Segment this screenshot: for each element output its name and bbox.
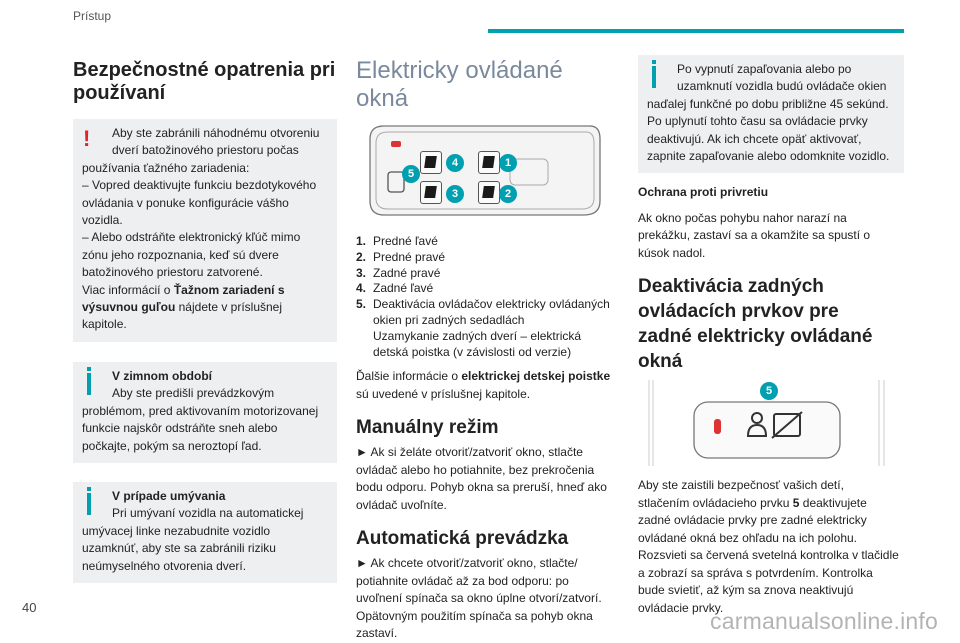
para-line: ovládač alebo ho potiahnite, bez prekročenia [356, 462, 595, 477]
section-title-safety: Bezpečnostné opatrenia pri používaní [73, 59, 336, 104]
para-line: Ak okno počas pohybu nahor narazí na [638, 210, 847, 225]
callout-badge-3: 3 [446, 185, 464, 203]
warning-line: používania ťažného zariadenia: [82, 160, 250, 175]
title-line: okná [638, 351, 683, 373]
para-line: ovládač uvoľníte. [356, 497, 447, 512]
para-line: uvoľnení spínača sa okno úplne otvorí/zatvorí. [356, 591, 602, 606]
warning-line: vozidla. [82, 213, 123, 228]
subtitle-manual: Manuálny režim [356, 417, 499, 439]
title-line: ovládacích prvkov pre [638, 301, 839, 323]
info-box-timeout [638, 55, 904, 173]
list-item [356, 234, 618, 250]
section-title-windows: Elektricky ovládané okná [356, 57, 563, 112]
warning-line: zónu jeho rozpoznania, keď sú dvere [82, 247, 279, 262]
list-text: Deaktivácia ovládačov elektricky ovládaných [373, 297, 610, 312]
list-text-cont: Uzamykanie zadných dverí – elektrická [373, 328, 582, 343]
column-1 [73, 40, 337, 583]
text-span: Ďalšie informácie o [356, 369, 462, 384]
bold-ref: 5 [792, 495, 800, 510]
list-text: Zadné ľavé [373, 281, 434, 296]
callout-badge-5: 5 [402, 165, 420, 183]
para-line: ► Ak chcete otvoriť/zatvoriť okno, stlačte/ [356, 556, 578, 571]
warning-box [73, 119, 337, 342]
list-number: 3. [356, 265, 367, 280]
subtitle-anti-pinch: Ochrana proti privretiu [638, 185, 769, 200]
info-box-wash [73, 482, 337, 583]
column-2 [356, 40, 618, 643]
list-text: Zadné pravé [373, 265, 441, 280]
para-line: potiahnite ovládač až za bod odporu: po [356, 573, 569, 588]
bold-ref: výsuvnou guľou [82, 300, 176, 315]
window-icon [424, 186, 437, 198]
warning-line: – Vopred deaktivujte funkciu bezdotykového [82, 178, 317, 193]
info-line: umývacej linke nezabudnite vozidlo [82, 523, 271, 538]
running-header: Prístup [73, 9, 112, 23]
info-icon [87, 373, 91, 395]
info-line: uzamknúť, aby ste sa zabránili riziku [82, 541, 276, 556]
info-title: V zimnom období [112, 368, 212, 383]
para-line: Aby ste zaistili bezpečnosť vašich detí, [638, 478, 844, 493]
para-line: bodu odporu. Pohyb okna sa preruší, hneď ako [356, 480, 607, 495]
window-switch-rear-left [420, 151, 442, 174]
warning-icon: ! [83, 126, 91, 151]
warning-line [82, 282, 328, 299]
para-line: zastaví. [356, 626, 398, 641]
para-line: ► Ak si želáte otvoriť/zatvoriť okno, stlačte [356, 445, 583, 460]
para-line: Rozsvieti sa červená svetelná kontrolka v tlačidle [638, 548, 899, 563]
list-text-cont: detská poistka (v závislosti od verzie) [373, 344, 572, 359]
window-switch-front-right [478, 181, 500, 204]
list-text: Predné ľavé [373, 234, 438, 248]
warning-line: dverí batožinového priestoru počas [112, 143, 299, 158]
list-number: 5. [356, 297, 367, 312]
window-switch-front-left [478, 151, 500, 174]
window-switch-panel-figure [362, 121, 602, 221]
deactivation-paragraph [638, 477, 904, 617]
list-item [356, 297, 618, 360]
more-info-paragraph [356, 368, 618, 403]
info-line: neúmyselného otvorenia dverí. [82, 558, 247, 573]
info-line: Aby ste predišli prevádzkovým [112, 386, 275, 401]
info-icon [652, 66, 656, 88]
header-accent-bar [488, 29, 904, 33]
text-span: sú uvedené v príslušnej kapitole. [356, 386, 531, 401]
info-box-winter [73, 362, 337, 463]
para-line: zadné ovládacie prvky pre zadné elektricky [638, 513, 867, 528]
para-line: ovládacie prvky. [638, 600, 724, 615]
window-icon [424, 156, 437, 168]
warning-line: batožinového priestoru zatvorené. [82, 265, 263, 280]
list-item [356, 266, 618, 282]
warning-line: kapitole. [82, 317, 127, 332]
info-line: zapnite zapaľovanie alebo odomknite vozidlo. [647, 149, 890, 164]
callout-badge-5: 5 [760, 382, 778, 400]
para-line: Opätovným použitím spínača sa pohyb okna [356, 608, 593, 623]
list-number: 1. [356, 234, 367, 248]
para-line: bude svietiť, až kým sa znova neaktivujú [638, 583, 854, 598]
list-number: 4. [356, 281, 367, 296]
list-text-cont: okien pri zadných sedadlách [373, 312, 525, 327]
warning-line: – Alebo odstráňte elektronický kľúč mimo [82, 230, 301, 245]
callout-badge-4: 4 [446, 154, 464, 172]
title-line: Deaktivácia zadných [638, 276, 824, 298]
bold-ref: Ťažnom zariadení s [173, 282, 285, 297]
para-line: ovládané okná bez ohľadu na ich polohu. [638, 530, 858, 545]
list-item [356, 281, 618, 297]
para-line: kúsok nadol. [638, 245, 706, 260]
list-text: Predné pravé [373, 249, 446, 264]
para-line: prekážku, zastaví sa a okamžite sa spustí o [638, 228, 871, 243]
text-span: Viac informácií o [82, 282, 174, 297]
callout-badge-2: 2 [499, 185, 517, 203]
automatic-paragraph [356, 555, 618, 643]
subtitle-automatic: Automatická prevádzka [356, 528, 569, 550]
info-title: V prípade umývania [112, 488, 226, 503]
para-line: a zobrazí sa správa s potvrdením. Kontrolka [638, 565, 873, 580]
text-span: deaktivujete [799, 495, 867, 510]
watermark: carmanualsonline.info [710, 608, 938, 634]
info-line: Po vypnutí zapaľovania alebo po [677, 62, 852, 76]
callout-badge-1: 1 [499, 154, 517, 172]
text-span: stlačením ovládacieho prvku [638, 495, 793, 510]
info-line: funkcie najskôr odstráňte sneh alebo [82, 421, 278, 436]
page-number: 40 [22, 600, 37, 615]
warning-line [82, 299, 328, 316]
anti-pinch-paragraph [638, 210, 904, 263]
info-line: deaktivujú. Ak ich chcete opäť aktivovať, [647, 131, 862, 146]
warning-line: Aby ste zabránili náhodnému otvoreniu [112, 126, 320, 140]
info-line: Po uplynutí tohto času sa ovládacie prvky [647, 114, 868, 129]
info-line: naďalej funkčné po dobu približne 45 sekúnd. [647, 96, 889, 111]
section-title-rear-deactivation [638, 274, 904, 374]
para-line [638, 495, 904, 513]
title-line: zadné elektricky ovládané [638, 326, 873, 348]
child-lock-button-figure [648, 380, 888, 470]
text-span: nájdete v príslušnej [175, 300, 283, 315]
list-item [356, 250, 618, 266]
list-number: 2. [356, 249, 367, 264]
window-switch-rear-right [420, 181, 442, 204]
window-icon [482, 186, 495, 198]
info-line: uzamknutí vozidla budú ovládače okien [677, 79, 887, 94]
window-icon [482, 156, 495, 168]
control-legend-list [356, 234, 618, 360]
bold-ref: elektrickej detskej poistke [461, 369, 611, 384]
manual-paragraph [356, 444, 618, 514]
info-line: problémom, pred aktivovaním motorizovanej [82, 403, 319, 418]
info-icon [87, 493, 91, 515]
info-line: Pri umývaní vozidla na automatickej [112, 506, 304, 521]
info-line: počkajte, pokým sa neroztopí ľad. [82, 438, 262, 453]
column-3 [638, 40, 904, 617]
warning-line: ovládania v ponuke konfigurácie vášho [82, 195, 289, 210]
